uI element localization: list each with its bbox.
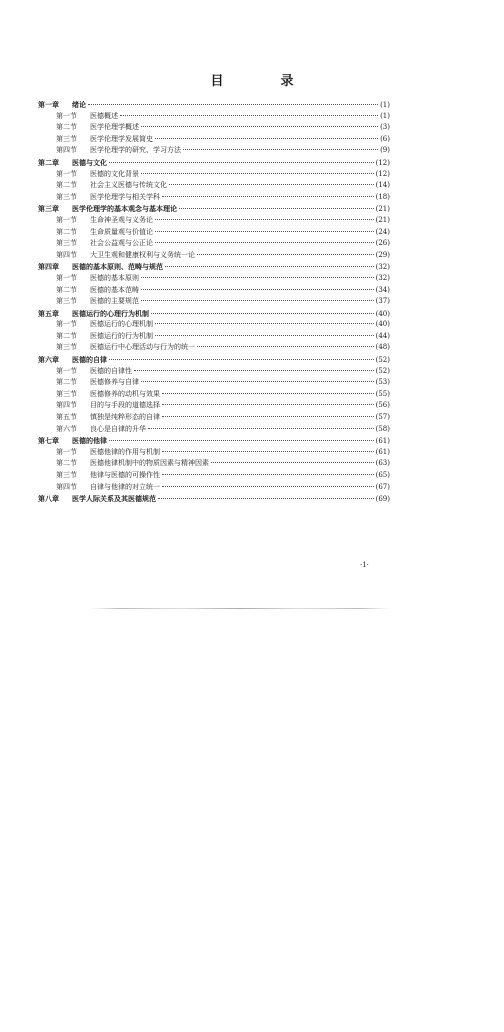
dot-leader: [155, 219, 374, 220]
dot-leader: [141, 277, 374, 278]
dot-leader: [148, 428, 374, 429]
toc-entry-title: 医德的基本原则: [90, 273, 139, 282]
toc-entry-number: 第一节: [56, 111, 77, 120]
toc-entry-page: (12): [375, 158, 390, 167]
toc-section-row: [38, 447, 390, 459]
dot-leader: [134, 370, 374, 371]
dot-leader: [211, 462, 374, 463]
toc-entry-page: (44): [375, 331, 390, 340]
toc-chapter-row: [38, 99, 390, 111]
toc-chapter-row: [38, 308, 390, 320]
table-of-contents: [38, 99, 390, 505]
toc-entry-number: 第三节: [56, 389, 77, 398]
toc-entry-page: (37): [375, 297, 390, 306]
toc-section-row: [38, 458, 390, 470]
toc-section-row: [38, 145, 390, 157]
toc-section-row: [38, 273, 390, 285]
toc-section-row: [38, 111, 390, 123]
page-title: 目 录: [210, 74, 316, 89]
toc-entry-title: 生命质量观与价值论: [90, 227, 153, 236]
toc-entry-page: (55): [375, 389, 390, 398]
toc-entry-title: 医德与文化: [72, 157, 107, 167]
toc-entry-page: (40): [375, 309, 390, 318]
toc-entry-number: 第四章: [38, 262, 59, 272]
toc-entry-page: (34): [375, 285, 390, 294]
toc-chapter-row: [38, 157, 390, 169]
toc-entry-number: 第四节: [56, 401, 77, 410]
toc-section-row: [38, 250, 390, 262]
toc-entry-title: 医学伦理学发展简史: [90, 134, 153, 143]
dot-leader: [155, 323, 374, 324]
toc-entry-title: 医德修养的动机与效果: [90, 389, 160, 398]
toc-entry-page: (61): [375, 437, 390, 446]
toc-entry-number: 第三节: [56, 297, 77, 306]
toc-entry-page: (9): [380, 146, 390, 155]
toc-entry-number: 第一节: [56, 320, 77, 329]
dot-leader: [141, 300, 374, 301]
toc-entry-number: 第四节: [56, 482, 77, 491]
toc-entry-page: (67): [375, 482, 390, 491]
toc-entry-page: (24): [375, 227, 390, 236]
toc-entry-page: (21): [375, 215, 390, 224]
toc-entry-title: 医德他律的作用与机制: [90, 447, 160, 456]
toc-entry-number: 第三节: [56, 192, 77, 201]
dot-leader: [120, 115, 378, 116]
toc-entry-page: (56): [375, 401, 390, 410]
toc-entry-page: (29): [375, 250, 390, 259]
dot-leader: [179, 208, 374, 209]
toc-entry-title: 医学伦理学与相关学科: [90, 192, 160, 201]
toc-section-row: [38, 366, 390, 378]
toc-entry-title: 大卫生观和健康权利与义务统一论: [90, 250, 195, 259]
toc-entry-number: 第三章: [38, 204, 59, 214]
dot-leader: [155, 231, 374, 232]
dot-leader: [88, 104, 378, 105]
toc-section-row: [38, 424, 390, 436]
toc-entry-number: 第四节: [56, 250, 77, 259]
toc-entry-page: (69): [375, 495, 390, 504]
scan-artifact-line: [90, 608, 390, 609]
dot-leader: [155, 138, 378, 139]
dot-leader: [109, 162, 374, 163]
toc-section-row: [38, 319, 390, 331]
toc-section-row: [38, 377, 390, 389]
toc-entry-page: (58): [375, 424, 390, 433]
toc-entry-number: 第三节: [56, 343, 77, 352]
dot-leader: [162, 486, 374, 487]
toc-entry-number: 第三节: [56, 239, 77, 248]
toc-entry-title: 绪论: [72, 100, 86, 109]
toc-chapter-row: [38, 203, 390, 215]
toc-entry-page: (1): [380, 111, 390, 120]
toc-section-row: [38, 215, 390, 227]
toc-entry-page: (61): [375, 447, 390, 456]
toc-entry-page: (32): [375, 273, 390, 282]
toc-entry-number: 第三节: [56, 134, 77, 143]
dot-leader: [162, 451, 374, 452]
toc-entry-title: 医德的自律性: [90, 366, 132, 375]
toc-entry-number: 第二节: [56, 285, 77, 294]
toc-entry-title: 医德运行的心理机制: [90, 320, 153, 329]
toc-entry-title: 医德的主要规范: [90, 297, 139, 306]
dot-leader: [169, 184, 374, 185]
toc-entry-number: 第四节: [56, 146, 77, 155]
dot-leader: [141, 173, 374, 174]
toc-entry-number: 第一节: [56, 215, 77, 224]
toc-section-row: [38, 134, 390, 146]
toc-section-row: [38, 285, 390, 297]
toc-entry-page: (21): [375, 205, 390, 214]
toc-entry-title: 医德运行的心理行为机制: [72, 308, 149, 318]
toc-entry-page: (40): [375, 320, 390, 329]
dot-leader: [141, 126, 378, 127]
toc-entry-number: 第六章: [38, 355, 59, 365]
dot-leader: [141, 381, 374, 382]
dot-leader: [162, 404, 374, 405]
dot-leader: [183, 149, 378, 150]
toc-entry-number: 第七章: [38, 436, 59, 446]
toc-entry-title: 医德运行中心理活动与行为的统一: [90, 343, 195, 352]
toc-entry-title: 医德运行的行为机制: [90, 331, 153, 340]
toc-entry-title: 医学伦理学概述: [90, 123, 139, 132]
toc-entry-page: (18): [375, 192, 390, 201]
toc-entry-number: 第三节: [56, 471, 77, 479]
toc-section-row: [38, 389, 390, 401]
toc-entry-number: 第一节: [56, 366, 77, 375]
toc-entry-title: 社会主义医德与传统文化: [90, 181, 167, 190]
dot-leader: [151, 313, 374, 314]
page-number: ·1·: [360, 561, 369, 569]
toc-chapter-row: [38, 435, 390, 447]
toc-entry-title: 医德他律机制中的物质因素与精神因素: [90, 459, 209, 468]
toc-entry-number: 第一节: [56, 273, 77, 282]
toc-chapter-row: [38, 493, 390, 505]
toc-entry-page: (26): [375, 239, 390, 248]
toc-section-row: [38, 470, 390, 482]
toc-entry-number: 第一章: [38, 100, 59, 109]
toc-entry-page: (32): [375, 263, 390, 272]
toc-section-row: [38, 412, 390, 424]
toc-entry-title: 医学伦理学的基本观念与基本理论: [72, 204, 177, 214]
toc-section-row: [38, 331, 390, 343]
toc-section-row: [38, 342, 390, 354]
dot-leader: [155, 242, 374, 243]
toc-section-row: [38, 180, 390, 192]
toc-entry-page: (3): [380, 123, 390, 132]
dot-leader: [197, 254, 374, 255]
dot-leader: [109, 359, 374, 360]
dot-leader: [158, 498, 374, 499]
dot-leader: [162, 393, 374, 394]
dot-leader: [165, 266, 374, 267]
toc-entry-number: 第八章: [38, 494, 59, 504]
toc-entry-page: (52): [375, 366, 390, 375]
toc-entry-title: 医学人际关系及其医德规范: [72, 494, 156, 504]
toc-entry-page: (63): [375, 459, 390, 468]
toc-entry-page: (52): [375, 356, 390, 365]
toc-entry-title: 生命神圣观与义务论: [90, 215, 153, 224]
toc-section-row: [38, 169, 390, 181]
toc-entry-number: 第五节: [56, 413, 77, 422]
toc-entry-page: (6): [380, 134, 390, 143]
toc-entry-number: 第二节: [56, 181, 77, 190]
toc-section-row: [38, 400, 390, 412]
toc-entry-page: (65): [375, 471, 390, 479]
toc-entry-title: 他律与医德的可操作性: [90, 471, 160, 479]
dot-leader: [162, 416, 374, 417]
toc-section-row: [38, 227, 390, 239]
toc-chapter-row: [38, 261, 390, 273]
toc-entry-title: 目的与手段的道德选择: [90, 401, 160, 410]
toc-entry-title: 慎独是纯粹形态的自律: [90, 413, 160, 422]
toc-entry-number: 第二节: [56, 331, 77, 340]
dot-leader: [162, 474, 374, 475]
toc-entry-title: 自律与他律的对立统一: [90, 482, 160, 491]
toc-section-row: [38, 482, 390, 494]
toc-entry-page: (12): [375, 169, 390, 178]
toc-entry-title: 医德的他律: [72, 436, 107, 446]
toc-entry-number: 第五章: [38, 308, 59, 318]
toc-entry-number: 第二节: [56, 378, 77, 387]
toc-entry-page: (48): [375, 343, 390, 352]
toc-entry-title: 医德概述: [90, 111, 118, 120]
dot-leader: [162, 196, 374, 197]
dot-leader: [155, 335, 374, 336]
toc-entry-title: 医德的自律: [72, 355, 107, 365]
toc-section-row: [38, 122, 390, 134]
toc-entry-title: 医德的基本原则、范畴与规范: [72, 262, 163, 272]
toc-section-row: [38, 238, 390, 250]
toc-section-row: [38, 296, 390, 308]
toc-entry-number: 第二节: [56, 227, 77, 236]
dot-leader: [109, 440, 374, 441]
toc-entry-title: 医德修养与自律: [90, 378, 139, 387]
toc-chapter-row: [38, 354, 390, 366]
toc-entry-page: (57): [375, 413, 390, 422]
toc-entry-number: 第一节: [56, 169, 77, 178]
toc-entry-number: 第二章: [38, 157, 59, 167]
toc-entry-number: 第六节: [56, 424, 77, 433]
toc-entry-page: (1): [380, 101, 390, 109]
toc-entry-number: 第二节: [56, 123, 77, 132]
toc-entry-title: 医德的基本范畴: [90, 285, 139, 294]
toc-entry-title: 医学伦理学的研究、学习方法: [90, 146, 181, 155]
toc-entry-title: 社会公益观与公正论: [90, 239, 153, 248]
dot-leader: [197, 346, 374, 347]
toc-entry-number: 第二节: [56, 459, 77, 468]
dot-leader: [141, 289, 374, 290]
toc-entry-number: 第一节: [56, 447, 77, 456]
toc-entry-page: (53): [375, 378, 390, 387]
toc-entry-title: 良心是自律的升华: [90, 424, 146, 433]
toc-section-row: [38, 192, 390, 204]
toc-entry-title: 医德的文化背景: [90, 169, 139, 178]
toc-entry-page: (14): [375, 181, 390, 190]
